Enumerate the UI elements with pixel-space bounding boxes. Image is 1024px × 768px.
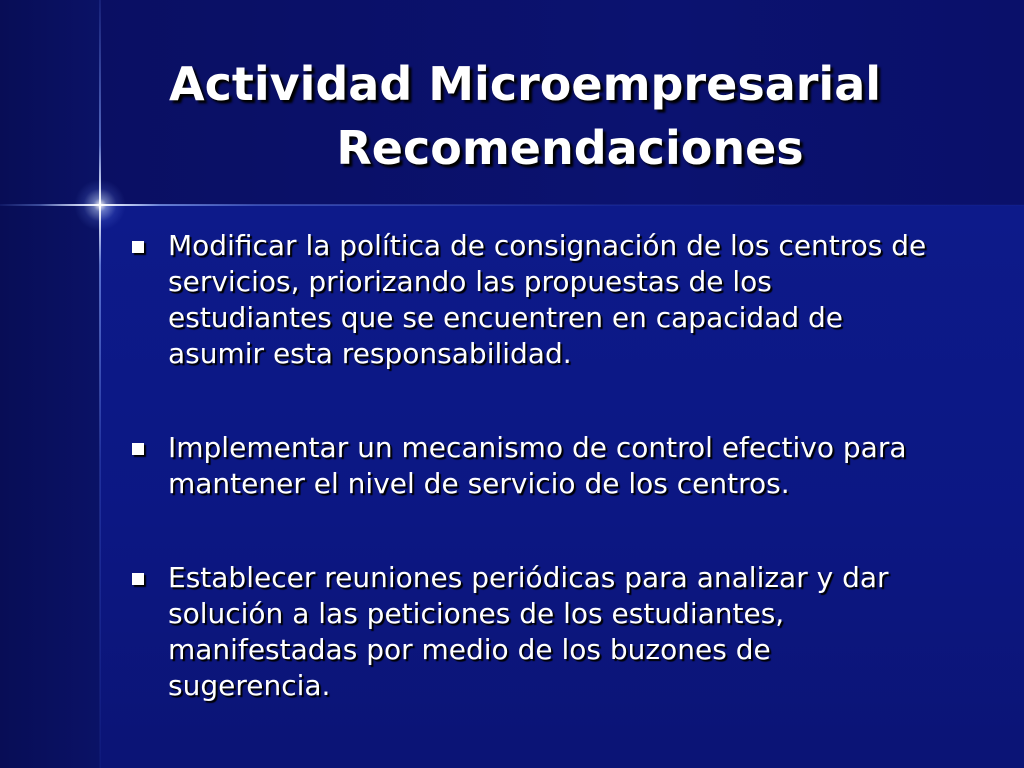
bullet-text: Implementar un mecanismo de control efectivo para mantener el nivel de servicio de los centros. [168, 431, 907, 500]
slide-title [120, 52, 960, 180]
title-line-1: Actividad Microempresarial [168, 57, 881, 111]
square-bullet-icon [132, 573, 144, 585]
vertical-divider-line [99, 0, 101, 768]
bullet-text: Modificar la política de consignación de los centros de servicios, priorizando las propuestas de los estudiantes que se encuentren en capacidad de asumir esta responsabilidad. [168, 229, 927, 370]
bullet-list [130, 228, 930, 704]
bullet-text: Establecer reuniones periódicas para analizar y dar solución a las peticiones de los estudiantes, manifestadas por medio de los buzones de sugerencia. [168, 561, 889, 702]
title-line-2: Recomendaciones [336, 121, 804, 175]
bullet-item [130, 560, 930, 704]
left-band [0, 0, 100, 768]
bullet-item [130, 228, 930, 372]
square-bullet-icon [132, 241, 144, 253]
square-bullet-icon [132, 443, 144, 455]
bullet-item [130, 430, 930, 502]
